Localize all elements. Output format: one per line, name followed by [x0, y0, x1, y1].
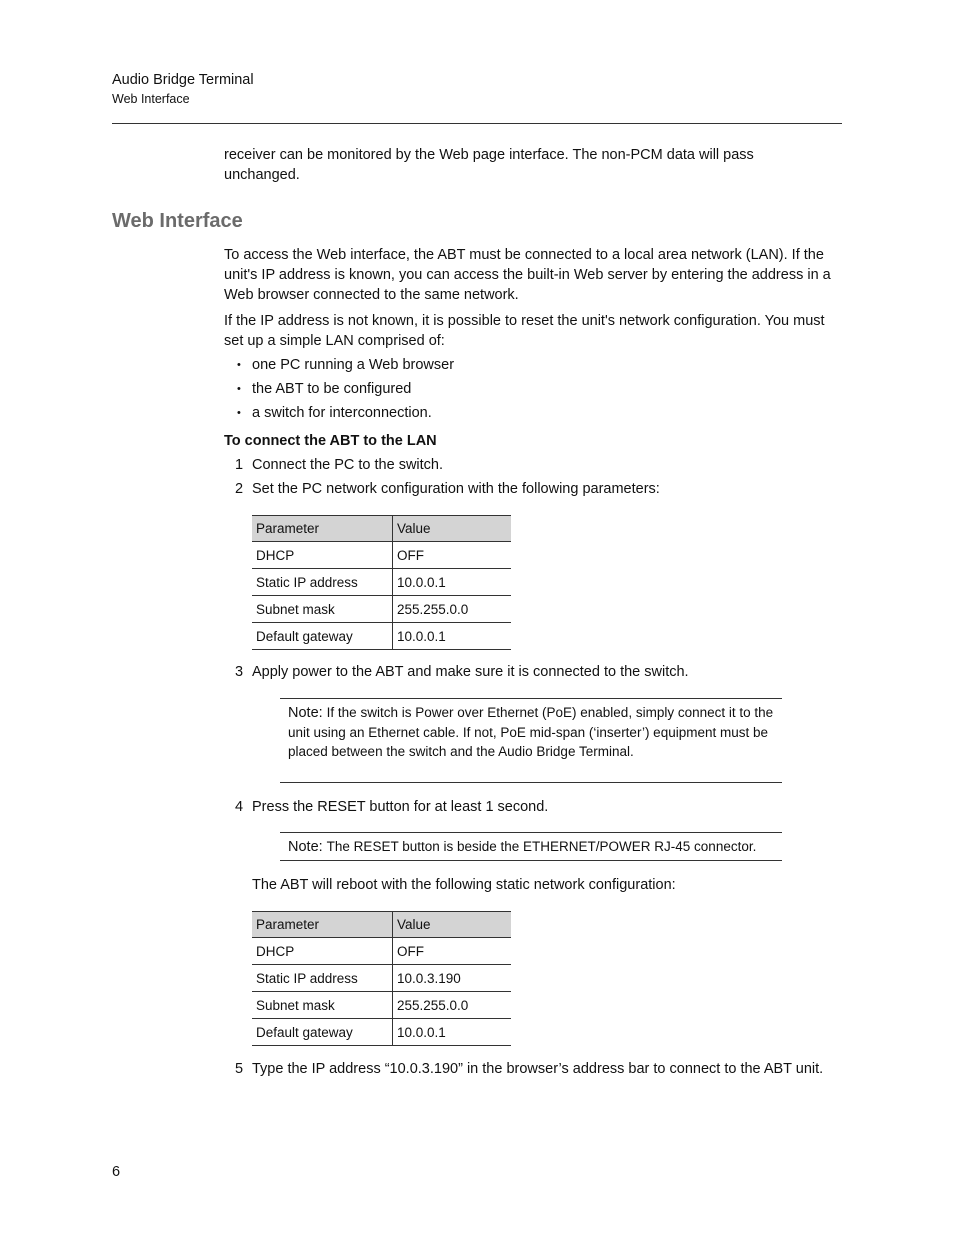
table-row	[252, 623, 511, 650]
bullet-icon: •	[237, 359, 241, 371]
table-cell-parameter: Static IP address	[252, 569, 393, 596]
running-header-title: Audio Bridge Terminal	[112, 72, 254, 88]
list-item	[224, 379, 454, 403]
table-cell-value: OFF	[393, 938, 512, 965]
table-cell-parameter: Default gateway	[252, 1019, 393, 1046]
table-cell-value: 10.0.0.1	[393, 569, 512, 596]
table-row	[252, 542, 511, 569]
list-item-text: one PC running a Web browser	[252, 357, 455, 373]
running-header	[112, 71, 254, 107]
section-paragraph-2: If the IP address is not known, it is possible to reset the unit's network configuration. You must set up a simple LAN comprised of:	[224, 313, 825, 349]
header-divider	[112, 123, 842, 124]
abt-static-config-table	[252, 911, 511, 1046]
step-number: 3	[235, 664, 244, 680]
list-item	[224, 403, 454, 427]
table-cell-value: 10.0.0.1	[393, 1019, 512, 1046]
poe-note	[280, 698, 782, 783]
table-cell-value: OFF	[393, 542, 512, 569]
note-text: The RESET button is beside the ETHERNET/POWER RJ-45 connector.	[326, 839, 757, 854]
table-cell-parameter: DHCP	[252, 542, 393, 569]
step-number: 1	[235, 457, 244, 473]
table-cell-parameter: Static IP address	[252, 965, 393, 992]
list-item	[224, 355, 454, 379]
procedure-heading: To connect the ABT to the LAN	[224, 433, 437, 449]
table-header-row	[252, 516, 511, 542]
bullet-icon: •	[237, 383, 241, 395]
reset-note	[280, 832, 782, 861]
step-text: Press the RESET button for at least 1 second.	[252, 799, 549, 815]
table-row	[252, 938, 511, 965]
table-header-row	[252, 912, 511, 938]
table-row	[252, 569, 511, 596]
section-heading: Web Interface	[112, 210, 243, 232]
table-cell-parameter: Subnet mask	[252, 596, 393, 623]
table-cell-value: 10.0.3.190	[393, 965, 512, 992]
table-row	[252, 992, 511, 1019]
page-number: 6	[112, 1164, 121, 1180]
table-header-value: Value	[393, 516, 512, 542]
section-paragraph-1: To access the Web interface, the ABT must be connected to a local area network (LAN). If the unit's IP address is known, you can access the built-in Web server by entering the address in a Web browser connected to the same network.	[224, 247, 831, 303]
step-number: 2	[235, 481, 244, 497]
note-label: Note:	[288, 705, 323, 721]
reboot-description: The ABT will reboot with the following static network configuration:	[252, 877, 676, 893]
step-text: Apply power to the ABT and make sure it is connected to the switch.	[252, 664, 689, 680]
step-text: Connect the PC to the switch.	[252, 457, 444, 473]
table-header-parameter: Parameter	[252, 516, 393, 542]
step-number: 5	[235, 1061, 244, 1077]
table-row	[252, 1019, 511, 1046]
running-header-section: Web Interface	[112, 92, 190, 106]
table-cell-value: 255.255.0.0	[393, 596, 512, 623]
table-row	[252, 596, 511, 623]
step-text: Type the IP address “10.0.3.190” in the browser’s address bar to connect to the ABT unit.	[252, 1061, 824, 1077]
intro-continuation-paragraph: receiver can be monitored by the Web page interface. The non-PCM data will pass unchanged.	[224, 147, 754, 183]
table-header-value: Value	[393, 912, 512, 938]
step-text: Set the PC network configuration with the following parameters:	[252, 481, 660, 497]
note-label: Note:	[288, 839, 323, 855]
list-item-text: a switch for interconnection.	[252, 405, 432, 421]
table-header-parameter: Parameter	[252, 912, 393, 938]
step-number: 4	[235, 799, 244, 815]
table-cell-value: 255.255.0.0	[393, 992, 512, 1019]
table-row	[252, 965, 511, 992]
table-cell-value: 10.0.0.1	[393, 623, 512, 650]
table-cell-parameter: Default gateway	[252, 623, 393, 650]
lan-requirements-list	[224, 355, 454, 427]
pc-network-config-table	[252, 515, 511, 650]
table-cell-parameter: Subnet mask	[252, 992, 393, 1019]
note-text: If the switch is Power over Ethernet (PoE) enabled, simply connect it to the unit using an Ethernet cable. If not, PoE mid-span (‘inserter’) equipment must be placed between the switch and the Audio Bridge Terminal.	[288, 705, 774, 759]
list-item-text: the ABT to be configured	[252, 381, 412, 397]
table-cell-parameter: DHCP	[252, 938, 393, 965]
bullet-icon: •	[237, 407, 241, 419]
